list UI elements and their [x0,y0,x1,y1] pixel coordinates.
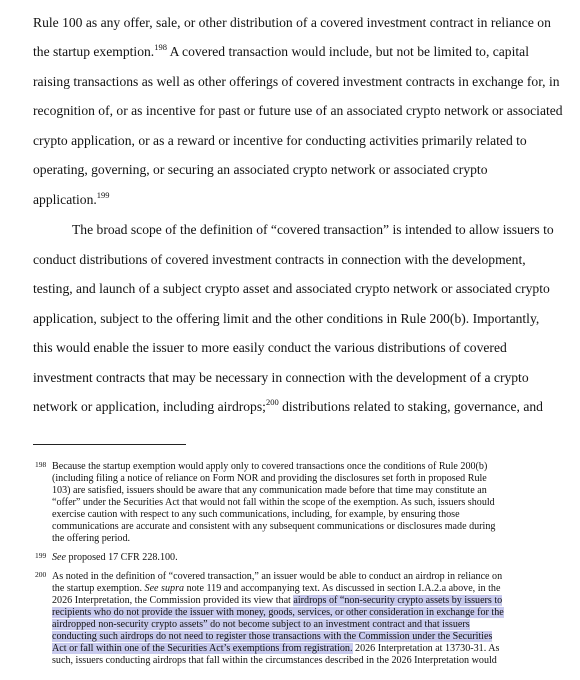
body-text: application. [33,192,97,207]
footnote-text: note 119 and accompanying text. As discussed in section I.A.2.a above, in the [184,583,501,594]
footnote-line: the offering period. [52,533,131,544]
footnote-line: “offer” under the Securities Act that would not fall within the scope of the exemption. As such, issuers should [52,497,495,508]
footnote-number: 200 [35,570,47,579]
footnote-line: (including filing a notice of reliance on Form NOR and providing the disclosures set forth in proposed Rule [52,473,487,484]
body-line: testing, and launch of a subject crypto asset and associated crypto network or associated crypto [33,281,550,296]
body-line [33,44,553,60]
footnote-ref[interactable]: 199 [96,190,110,200]
footnote-ref[interactable]: 198 [154,42,167,52]
footnote-line [52,607,552,619]
body-text: the startup exemption. [33,44,155,59]
body-text: distributions related to staking, governance, and [278,399,543,414]
footnote-line [52,552,552,564]
highlighted-text[interactable]: airdropped non-security crypto assets” do not become subject to an investment contract and that issuers [52,619,470,630]
footnote-line: 103) are satisfied, issuers should be aware that any communication made before that time may constitute an [52,485,487,496]
body-line: crypto application, or as a reward or incentive for conducting activities primarily related to [33,133,527,148]
footnote-number: 199 [35,551,47,560]
highlighted-text[interactable]: conducting such airdrops do not need to register those transactions with the Commission under the Securities [52,631,493,642]
footnote-text: the startup exemption. [52,583,145,594]
body-line: conduct distributions of covered investment contracts in connection with the development, [33,252,526,267]
footnote-text: 2026 Interpretation at 13730-31. As [352,643,500,654]
footnote-text: proposed 17 CFR 228.100. [66,552,178,563]
body-text: network or application, including airdrops; [33,399,266,414]
body-line: operating, governing, or securing an associated crypto network or associated crypto [33,162,488,177]
body-line: this would enable the issuer to more easily conduct the various distributions of covered [33,340,507,355]
footnote-number: 198 [35,460,47,469]
footnote-line [52,595,552,607]
citation-signal: See supra [144,583,185,594]
footnote-ref[interactable]: 200 [265,397,279,407]
body-line [33,399,553,415]
footnote-line [52,631,552,643]
body-line: raising transactions as well as other offerings of covered investment contracts in exchange for, in [33,74,560,89]
body-line: The broad scope of the definition of “covered transaction” is intended to allow issuers to [72,222,554,237]
citation-signal: See [52,552,67,563]
highlighted-text[interactable]: Act or fall within one of the Securities Act’s exemptions from registration. [52,643,353,654]
footnote-separator [33,444,186,445]
highlighted-text[interactable]: recipients who do not provide the issuer with money, goods, services, or other consideration in exchange for the [52,607,504,618]
footnote-line [52,583,552,595]
body-line [33,192,553,208]
highlighted-text[interactable]: airdrops of “non-security crypto assets by issuers to [293,595,503,606]
footnote-text: 2026 Interpretation, the Commission provided its view that [52,595,294,606]
footnote-line [52,643,552,655]
footnote-line: As noted in the definition of “covered transaction,” an issuer would be able to conduct an airdrop in reliance on [52,571,503,582]
footnote-line [52,619,552,631]
footnote-line: such, issuers conducting airdrops that fall within the circumstances described in the 2026 Interpretation would [52,655,497,666]
footnote-line: Because the startup exemption would apply only to covered transactions once the conditions of Rule 200(b) [52,461,488,472]
footnote-line: communications are accurate and consistent with any subsequent communications or disclosures made during [52,521,496,532]
body-line: application, subject to the offering limit and the other conditions in Rule 200(b). Importantly, [33,311,540,326]
body-line: Rule 100 as any offer, sale, or other distribution of a covered investment contract in reliance on [33,15,551,30]
body-text: A covered transaction would include, but not be limited to, capital [166,44,529,59]
footnote-line: exercise caution with respect to any such communications, including, for example, by ensuring those [52,509,460,520]
body-line: recognition of, or as incentive for past or future use of an associated crypto network or associated [33,103,563,118]
body-line: investment contracts that may be necessary in connection with the development of a crypto [33,370,529,385]
